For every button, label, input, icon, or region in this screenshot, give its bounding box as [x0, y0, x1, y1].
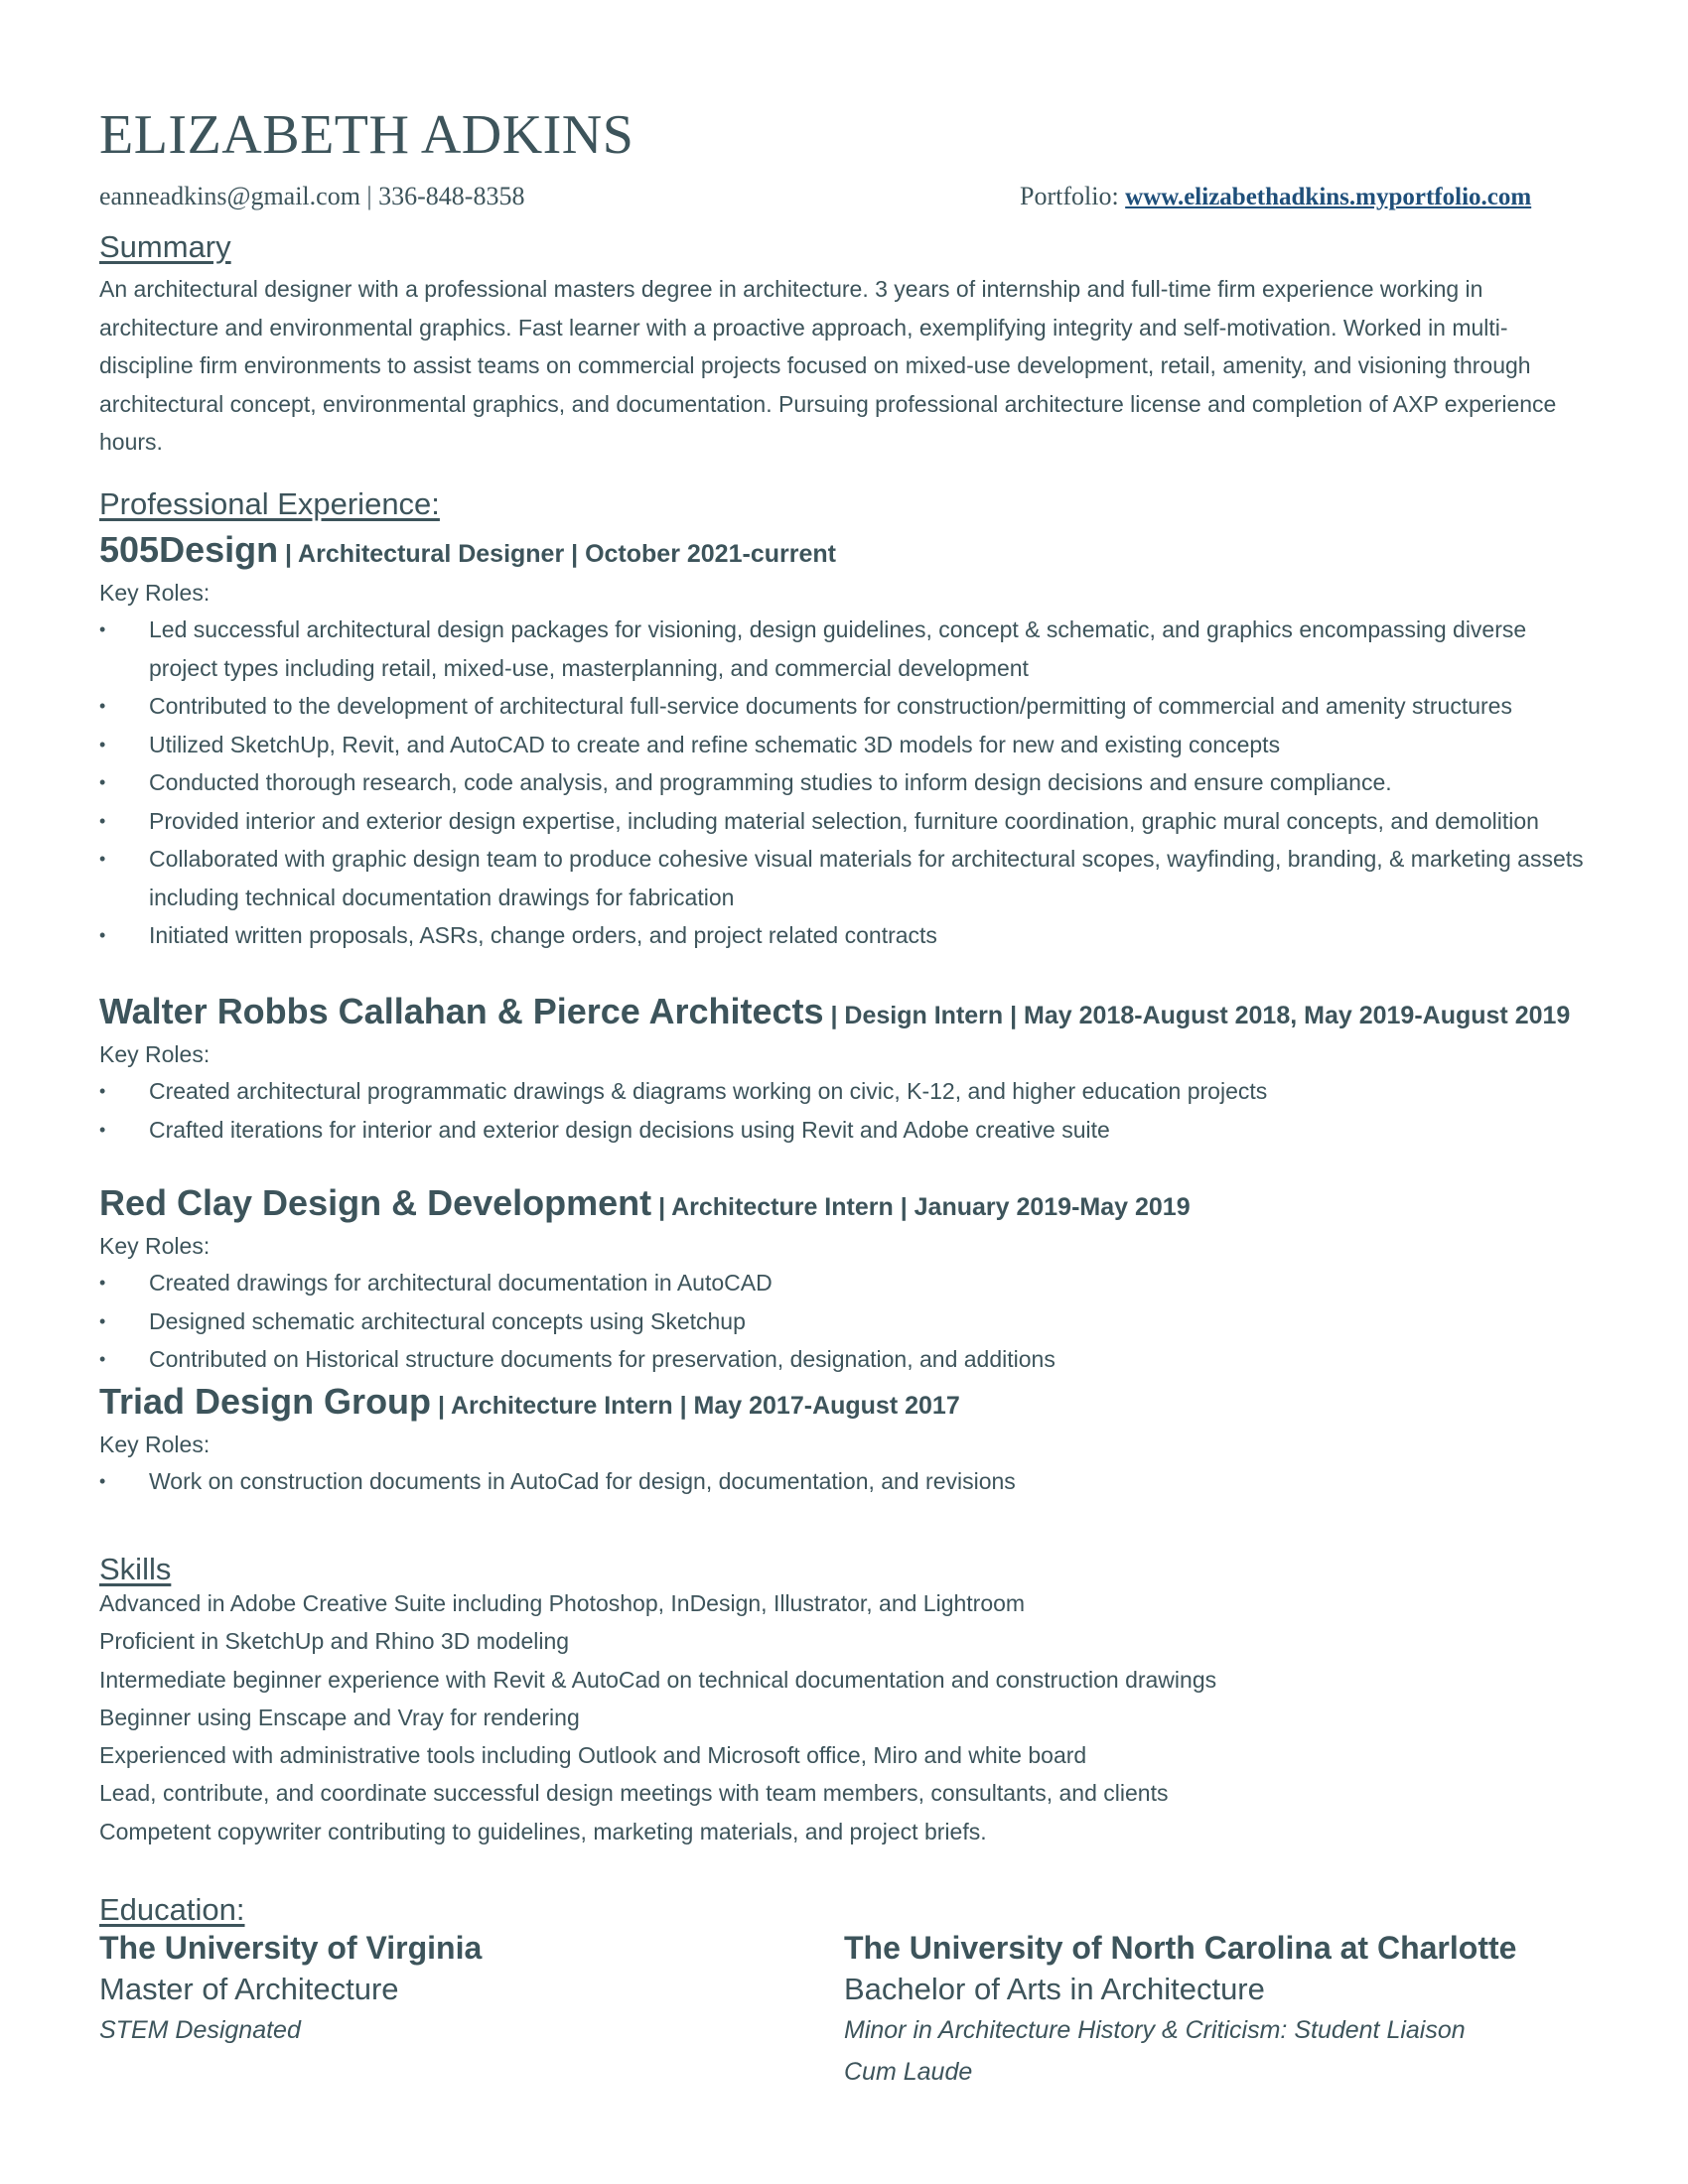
- roles-list: [99, 1462, 1589, 1501]
- education-entry-uva: [99, 1926, 482, 2051]
- school-name: The University of North Carolina at Charlotte: [844, 1930, 1517, 1966]
- list-item: • Designed schematic architectural concepts using Sketchup: [99, 1302, 1589, 1341]
- degree: Bachelor of Arts in Architecture: [844, 1972, 1265, 2006]
- roles-list: [99, 611, 1589, 955]
- list-item: • Led successful architectural design packages for visioning, design guidelines, concept & schematic, and graphics encompassing diverse project types including retail, mixed-use, masterplanning, and commercial development: [99, 611, 1589, 687]
- list-item: • Conducted thorough research, code analysis, and programming studies to inform design decisions and ensure compliance.: [99, 763, 1589, 802]
- job-triad: [99, 1381, 1589, 1501]
- job-title: [99, 1182, 1589, 1228]
- summary-heading: Summary: [99, 229, 231, 264]
- portfolio: [1020, 180, 1531, 214]
- key-roles-label: Key Roles:: [99, 1233, 211, 1259]
- job-details: | Architecture Intern | January 2019-May 2019: [651, 1193, 1191, 1221]
- resume-name: ELIZABETH ADKINS: [99, 104, 634, 166]
- list-item: • Utilized SketchUp, Revit, and AutoCAD to create and refine schematic 3D models for new and existing concepts: [99, 726, 1589, 764]
- education-note: Minor in Architecture History & Criticism: Student Liaison: [844, 2016, 1466, 2044]
- skills-list: [99, 1584, 1589, 1850]
- education-entry-uncc: [844, 1926, 1516, 2093]
- company-name: Walter Robbs Callahan & Pierce Architects: [99, 991, 824, 1031]
- skill-item: Experienced with administrative tools including Outlook and Microsoft office, Miro and white board: [99, 1742, 1087, 1769]
- list-item: • Contributed on Historical structure documents for preservation, designation, and additions: [99, 1340, 1589, 1379]
- job-walter-robbs: [99, 991, 1589, 1149]
- experience-heading: Professional Experience:: [99, 486, 440, 521]
- skill-item: Advanced in Adobe Creative Suite including Photoshop, InDesign, Illustrator, and Lightroom: [99, 1590, 1026, 1616]
- list-item: • Created architectural programmatic drawings & diagrams working on civic, K-12, and higher education projects: [99, 1072, 1589, 1111]
- summary-text: An architectural designer with a professional masters degree in architecture. 3 years of internship and full-time firm experience working in architecture and environmental graphics. Fast learner with a proactive approach, exemplifying integrity and self-motivation. Worked in multi-discipline firm environments to assist teams on commercial projects focused on mixed-use development, retail, amenity, and visioning through architectural concept, environmental graphics, and documentation. Pursuing professional architecture license and completion of AXP experience hours.: [99, 276, 1557, 455]
- email-phone: eanneadkins@gmail.com | 336-848-8358: [99, 182, 525, 210]
- key-roles-label: Key Roles:: [99, 1432, 211, 1457]
- skill-item: Proficient in SketchUp and Rhino 3D modeling: [99, 1628, 570, 1655]
- job-title: [99, 991, 1589, 1036]
- skills-heading: Skills: [99, 1552, 172, 1586]
- skill-item: Lead, contribute, and coordinate successful design meetings with team members, consultants, and clients: [99, 1780, 1169, 1807]
- skill-item: Competent copywriter contributing to guidelines, marketing materials, and project briefs.: [99, 1818, 987, 1844]
- list-item: • Initiated written proposals, ASRs, change orders, and project related contracts: [99, 916, 1589, 955]
- list-item: • Collaborated with graphic design team to produce cohesive visual materials for architectural scopes, wayfinding, branding, & marketing assets including technical documentation drawings for fabrication: [99, 840, 1589, 916]
- skill-item: Beginner using Enscape and Vray for rendering: [99, 1704, 580, 1730]
- company-name: 505Design: [99, 529, 279, 570]
- key-roles-label: Key Roles:: [99, 1041, 211, 1067]
- roles-list: [99, 1072, 1589, 1149]
- job-details: | Architecture Intern | May 2017-August 2017: [431, 1392, 960, 1420]
- company-name: Red Clay Design & Development: [99, 1182, 652, 1223]
- list-item: • Work on construction documents in AutoCad for design, documentation, and revisions: [99, 1462, 1589, 1501]
- roles-list: [99, 1264, 1589, 1379]
- job-details: | Architectural Designer | October 2021-current: [278, 540, 836, 568]
- job-details: | Design Intern | May 2018-August 2018, May 2019-August 2019: [823, 1002, 1571, 1029]
- list-item: • Created drawings for architectural documentation in AutoCAD: [99, 1264, 1589, 1302]
- job-title: [99, 529, 1589, 575]
- job-red-clay: [99, 1182, 1589, 1379]
- portfolio-label: Portfolio:: [1020, 182, 1126, 210]
- school-name: The University of Virginia: [99, 1930, 483, 1966]
- resume-page: [99, 0, 1589, 2184]
- education-heading: Education:: [99, 1892, 245, 1927]
- list-item: • Crafted iterations for interior and exterior design decisions using Revit and Adobe creative suite: [99, 1111, 1589, 1150]
- contact-line: [99, 180, 1589, 213]
- job-505design: [99, 529, 1589, 955]
- list-item: • Contributed to the development of architectural full-service documents for construction/permitting of commercial and amenity structures: [99, 687, 1589, 726]
- education-note: Cum Laude: [844, 2058, 973, 2086]
- list-item: • Provided interior and exterior design expertise, including material selection, furniture coordination, graphic mural concepts, and demolition: [99, 802, 1589, 841]
- education-note: STEM Designated: [99, 2016, 301, 2044]
- portfolio-link[interactable]: www.elizabethadkins.myportfolio.com: [1125, 184, 1532, 210]
- job-title: [99, 1381, 1589, 1427]
- degree: Master of Architecture: [99, 1972, 399, 2006]
- company-name: Triad Design Group: [99, 1381, 432, 1422]
- skill-item: Intermediate beginner experience with Revit & AutoCad on technical documentation and construction drawings: [99, 1666, 1217, 1693]
- key-roles-label: Key Roles:: [99, 580, 211, 606]
